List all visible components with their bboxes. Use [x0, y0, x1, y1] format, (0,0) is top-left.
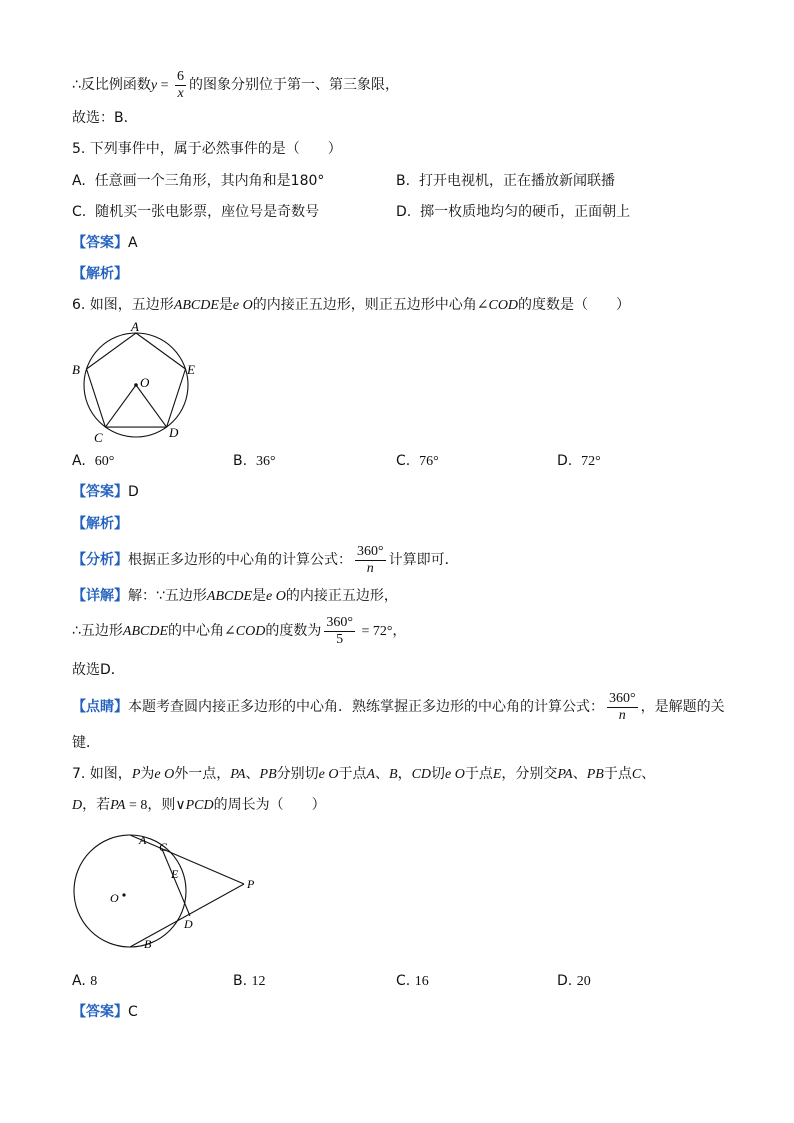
q6-fenxi	[72, 543, 459, 577]
fraction-numerator: 360°	[609, 690, 636, 706]
stem-text: 于点	[338, 766, 367, 782]
label-e: E	[187, 362, 195, 377]
xiangjie-text-end: 的内接正五边形，	[285, 588, 398, 604]
stem-text: 的周长为（ ）	[213, 797, 326, 813]
option-letter: D.	[557, 973, 573, 989]
fraction-denominator: n	[366, 560, 374, 576]
q7-tangent-figure	[66, 830, 276, 955]
stem-text: 是	[218, 297, 233, 313]
label-b: B	[144, 937, 152, 951]
option-letter: A.	[72, 173, 86, 189]
circle-symbol: e O	[232, 298, 253, 313]
option-text: 60°	[94, 454, 115, 469]
label-a: A	[139, 833, 147, 847]
xiangjie-tag: 【详解】	[72, 588, 128, 604]
stem-text: 切	[431, 766, 446, 782]
q6-xiangjie	[72, 586, 398, 607]
polygon-name: ABCDE	[206, 589, 253, 604]
fraction-numerator: 6	[177, 68, 185, 84]
point-symbol: D	[72, 798, 83, 813]
fraction-6-over-x	[175, 69, 186, 102]
center-point	[122, 893, 125, 896]
option-text: 8	[90, 974, 98, 989]
stem-text: 7. 如图，	[72, 766, 132, 782]
calc-text: ∴五边形	[72, 623, 123, 639]
option-letter: D.	[557, 453, 573, 469]
dianjing-tag: 【点睛】	[72, 699, 128, 715]
q6-choose: 故选D．	[72, 662, 125, 678]
polygon-name: ABCDE	[173, 298, 219, 313]
answer-tag: 【答案】	[72, 235, 128, 251]
option-text: 任意画一个三角形，其内角和是180°	[94, 173, 325, 189]
q6-calculation	[72, 614, 406, 649]
q6-option-a	[72, 451, 114, 472]
answer-tag: 【答案】	[72, 1004, 128, 1020]
q6-answer	[72, 482, 139, 502]
label-o: O	[110, 891, 119, 905]
q5-option-c	[72, 202, 319, 222]
prev-solution-line2: 故选：B．	[72, 110, 138, 126]
stem-text: 分别切	[276, 766, 319, 782]
q6-option-c	[396, 451, 439, 472]
fraction-denominator: x	[177, 85, 184, 101]
prev-solution-text: ∴反比例函数	[72, 77, 151, 93]
xiangjie-text: 解：∵五边形	[128, 588, 207, 604]
fraction-numerator: 360°	[326, 614, 353, 630]
regular-pentagon	[87, 333, 186, 427]
segment-oc	[105, 385, 136, 427]
circle-symbol: e O	[445, 767, 465, 782]
option-text: 20	[576, 974, 591, 989]
triangle-symbol: ∨PCD	[175, 798, 214, 813]
angle-symbol: ∠COD	[224, 624, 266, 639]
stem-text: ，	[397, 766, 412, 782]
q7-stem-line1	[72, 764, 655, 785]
option-letter: C.	[396, 973, 411, 989]
calc-text: 的中心角	[168, 623, 225, 639]
q6-dianjing-line2: 键．	[72, 735, 100, 751]
answer-tag: 【答案】	[72, 484, 128, 500]
stem-text: 于点	[603, 766, 632, 782]
label-b: B	[72, 362, 80, 377]
option-text: 16	[414, 974, 429, 989]
option-text: 随机买一张电影票，座位号是奇数号	[95, 204, 320, 220]
fraction-360-over-n-2	[607, 691, 638, 724]
q5-analysis	[72, 264, 128, 284]
equals-sign: =	[157, 78, 173, 93]
function-variable: y	[150, 78, 158, 93]
xiangjie-text: 是	[252, 588, 267, 604]
q7-option-a	[72, 971, 97, 992]
prev-solution-line1	[72, 68, 399, 103]
fenxi-text: 根据正多边形的中心角的计算公式：	[128, 552, 352, 568]
label-e: E	[171, 867, 179, 881]
label-d: D	[184, 917, 193, 931]
option-letter: D.	[396, 204, 412, 220]
fenxi-text-end: 计算即可．	[388, 552, 459, 568]
q6-dianjing	[72, 690, 725, 724]
stem-text: 外一点，	[174, 766, 231, 782]
q5-option-a	[72, 171, 324, 191]
q5-option-d	[396, 202, 630, 222]
label-c: C	[159, 840, 168, 854]
stem-text: ，分别交	[501, 766, 558, 782]
circle-symbol: e O	[266, 589, 286, 604]
label-a: A	[131, 319, 139, 334]
q5-stem: 5. 下列事件中，属于必然事件的是（ ）	[72, 141, 342, 157]
fraction-denominator: 5	[336, 631, 344, 647]
stem-text: ，若	[82, 797, 111, 813]
fraction-360-over-n	[355, 544, 386, 577]
option-letter: B.	[396, 173, 411, 189]
point-symbol: B	[389, 767, 398, 782]
point-symbol: A	[366, 767, 376, 782]
q7-option-d	[557, 971, 591, 992]
fraction-360-over-5	[324, 615, 355, 648]
option-letter: A.	[72, 453, 86, 469]
stem-text: 、	[572, 766, 587, 782]
q6-option-d	[557, 451, 601, 472]
stem-text: 6. 如图，五边形	[72, 297, 174, 313]
option-letter: B.	[233, 453, 248, 469]
angle-symbol: ∠COD	[476, 298, 519, 313]
stem-text: ，则	[147, 797, 176, 813]
label-d: D	[169, 425, 179, 440]
label-c: C	[94, 430, 103, 445]
q6-option-b	[233, 451, 276, 472]
option-letter: C.	[72, 204, 87, 220]
center-point	[134, 383, 138, 387]
polygon-name: ABCDE	[122, 624, 169, 639]
segment-symbol: PA	[230, 767, 246, 782]
option-letter: A.	[72, 973, 86, 989]
answer-value: D	[128, 484, 139, 500]
circle-symbol: e O	[318, 767, 339, 782]
option-text: 12	[251, 974, 266, 989]
stem-text: 的度数是（ ）	[518, 297, 631, 313]
q5-option-b	[396, 171, 615, 191]
segment-symbol: PA	[110, 798, 126, 813]
stem-text: 、	[245, 766, 260, 782]
equation-value: = 8	[125, 798, 148, 813]
segment-symbol: CD	[411, 767, 432, 782]
option-text: 72°	[581, 454, 601, 469]
fraction-numerator: 360°	[357, 543, 384, 559]
label-o: O	[140, 375, 150, 390]
stem-text: 为	[140, 766, 155, 782]
option-text: 76°	[419, 454, 439, 469]
calc-text: 的度数为	[265, 623, 322, 639]
option-text: 36°	[255, 454, 276, 469]
q5-answer	[72, 233, 138, 253]
point-symbol: P	[131, 767, 141, 782]
q7-option-b	[233, 971, 266, 992]
segment-symbol: PB	[586, 767, 604, 782]
prev-solution-text-end: 的图象分别位于第一、第三象限，	[189, 77, 400, 93]
q7-option-c	[396, 971, 429, 992]
q6-stem	[72, 295, 630, 316]
segment-od	[136, 385, 167, 427]
q6-pentagon-figure	[66, 318, 206, 448]
answer-value: C	[128, 1004, 138, 1020]
stem-text: 的内接正五边形，则正五边形中心角	[252, 297, 477, 313]
dianjing-text-end: ，是解题的关	[640, 699, 725, 715]
stem-text: 、	[375, 766, 390, 782]
point-symbol: C	[631, 767, 642, 782]
stem-text: 、	[641, 766, 656, 782]
q7-answer	[72, 1002, 138, 1022]
tangent-pa	[130, 835, 244, 884]
dianjing-text: 本题考查圆内接正多边形的中心角．熟练掌握正多边形的中心角的计算公式：	[128, 699, 604, 715]
label-p: P	[247, 877, 255, 891]
fenxi-tag: 【分析】	[72, 552, 128, 568]
analysis-tag: 【解析】	[72, 266, 128, 282]
fraction-denominator: n	[618, 707, 626, 723]
point-symbol: E	[492, 767, 502, 782]
calc-result: = 72°，	[357, 624, 407, 639]
option-text: 掷一枚质地均匀的硬币，正面朝上	[420, 204, 631, 220]
segment-symbol: PA	[557, 767, 573, 782]
option-letter: B.	[233, 973, 248, 989]
circle-symbol: e O	[154, 767, 175, 782]
q6-analysis	[72, 514, 128, 534]
q7-stem-line2	[72, 795, 326, 816]
answer-value: A	[128, 235, 138, 251]
option-text: 打开电视机，正在播放新闻联播	[418, 173, 615, 189]
segment-symbol: PB	[259, 767, 277, 782]
stem-text: 于点	[464, 766, 493, 782]
analysis-tag: 【解析】	[72, 516, 128, 532]
option-letter: C.	[396, 453, 411, 469]
